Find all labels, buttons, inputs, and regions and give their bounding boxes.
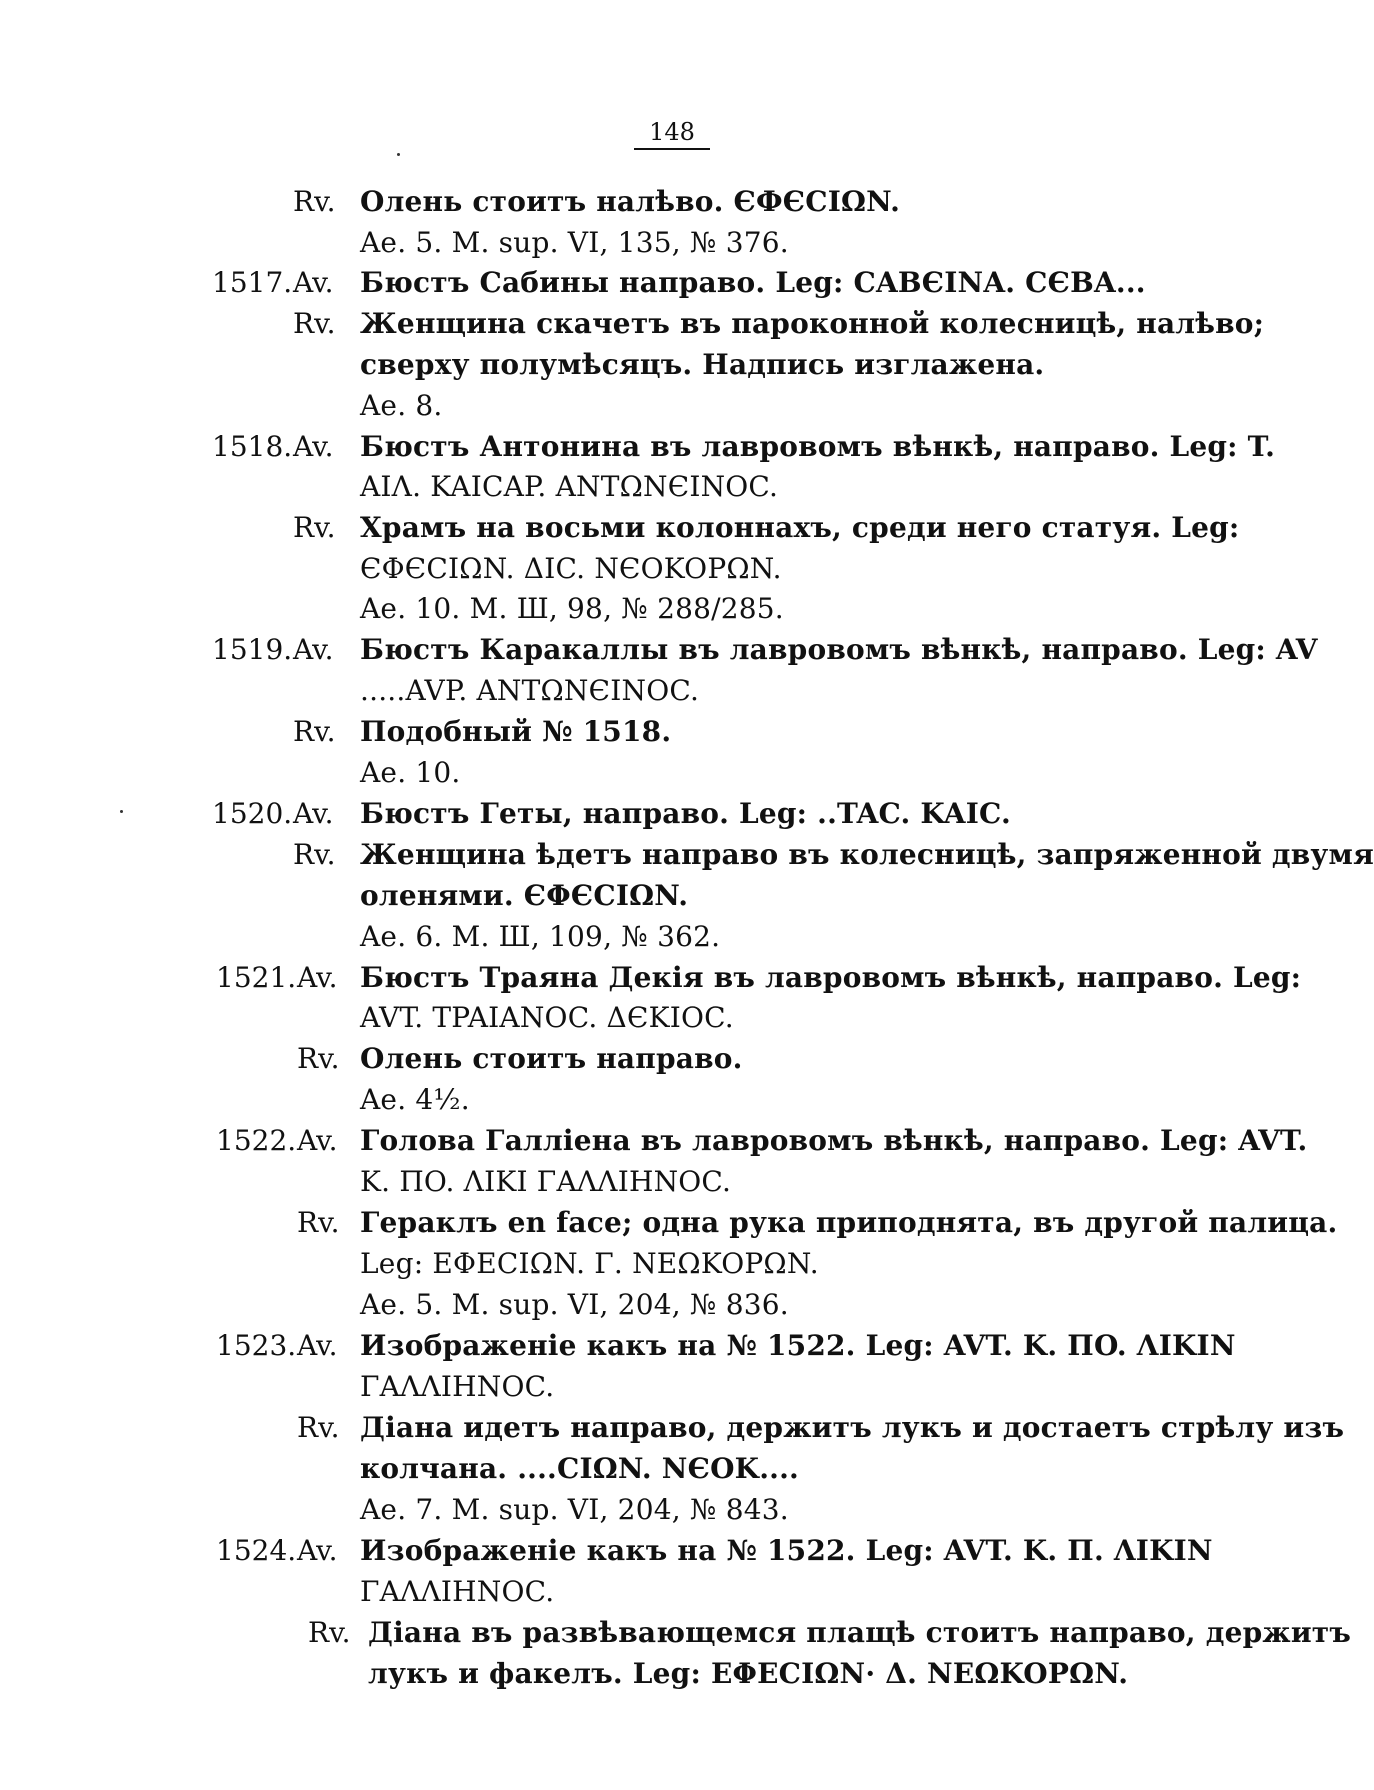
entry-line: Изображеніе какъ на № 1522. Leg: AVT. K. Π. ΛIKIN (360, 1534, 1213, 1567)
entry-line: колчана. ....CIΩN. NЄOK.... (360, 1452, 799, 1485)
side-label-av: Av. (293, 266, 334, 299)
entry-line: Женщина ѣдетъ направо въ колесницѣ, запряженной двумя (360, 838, 1374, 871)
entry-line: сверху полумѣсяцъ. Надпись изглажена. (360, 348, 1045, 381)
entry-line: Бюстъ Антонина въ лавровомъ вѣнкѣ, направо. Leg: T. (360, 430, 1276, 463)
entry-number: 1519. (212, 633, 293, 666)
entry-line: AIΛ. KAICAP. ANTΩNЄINOC. (360, 470, 779, 503)
side-label-rv: Rv. (297, 1206, 340, 1239)
side-label-rv: Rv. (293, 511, 336, 544)
side-label-rv: Rv. (297, 1042, 340, 1075)
side-label-rv: Rv. (293, 185, 336, 218)
entry-line: Ae. 5. M. sup. VI, 204, № 836. (360, 1288, 789, 1321)
entry-line: Ae. 8. (360, 389, 443, 422)
entry-line: Ae. 7. M. sup. VI, 204, № 843. (360, 1493, 789, 1526)
print-speck (397, 153, 400, 156)
entry-line: Ae. 10. (360, 756, 461, 789)
entry-number: 1520. (212, 797, 293, 830)
entry-line: ΓAΛΛIHNOC. (360, 1370, 555, 1403)
entry-line: Ae. 10. M. Ш, 98, № 288/285. (360, 592, 784, 625)
entry-line: Ae. 5. M. sup. VI, 135, № 376. (360, 226, 789, 259)
print-speck (120, 810, 123, 813)
entry-number: 1524. (216, 1534, 297, 1567)
entry-line: Храмъ на восьми колоннахъ, среди него статуя. Leg: (360, 511, 1240, 544)
entry-line: Олень стоитъ налѣво. ЄФЄCIΩN. (360, 185, 901, 218)
entry-line: Бюстъ Геты, направо. Leg: ..TAC. KAIC. (360, 797, 1011, 830)
entry-line: Діана идетъ направо, держитъ лукъ и достаетъ стрѣлу изъ (360, 1411, 1345, 1444)
page-number: 148 (634, 118, 710, 150)
side-label-av: Av. (293, 797, 334, 830)
entry-line: Женщина скачетъ въ пароконной колесницѣ, налѣво; (360, 307, 1265, 340)
entry-number: 1523. (216, 1329, 297, 1362)
entry-number: 1521. (216, 961, 297, 994)
entry-line: ΓAΛΛIHNOC. (360, 1575, 555, 1608)
entry-line: Бюстъ Каракаллы въ лавровомъ вѣнкѣ, направо. Leg: AV (360, 633, 1318, 666)
side-label-av: Av. (293, 430, 334, 463)
side-label-av: Av. (297, 1329, 338, 1362)
entry-line: Олень стоитъ направо. (360, 1042, 743, 1075)
entry-line: ЄΦЄCIΩN. ΔIC. NЄOKOPΩN. (360, 552, 782, 585)
entry-line: Подобный № 1518. (360, 715, 672, 748)
entry-line: .....AVP. ANTΩNЄINOC. (360, 674, 700, 707)
entry-line: K. ΠO. ΛIKI ΓAΛΛIHNOC. (360, 1165, 732, 1198)
side-label-rv: Rv. (293, 715, 336, 748)
entry-number: 1518. (212, 430, 293, 463)
entry-line: Изображеніе какъ на № 1522. Leg: AVT. K. ΠO. ΛIKIN (360, 1329, 1236, 1362)
entry-line: Бюстъ Траяна Декія въ лавровомъ вѣнкѣ, направо. Leg: (360, 961, 1302, 994)
entry-line: Гераклъ en face; одна рука приподнята, въ другой палица. (360, 1206, 1338, 1239)
side-label-rv: Rv. (293, 838, 336, 871)
side-label-av: Av. (297, 1534, 338, 1567)
entry-line: Leg: EΦECIΩN. Γ. NEΩKOPΩN. (360, 1247, 819, 1280)
entry-line: лукъ и факелъ. Leg: EΦECIΩN· Δ. NEΩKOPΩN. (368, 1657, 1129, 1690)
side-label-rv: Rv. (308, 1616, 351, 1649)
side-label-av: Av. (297, 961, 338, 994)
entry-line: Бюстъ Сабины направо. Leg: CABЄINA. CЄBA... (360, 266, 1146, 299)
entry-line: Голова Галліена въ лавровомъ вѣнкѣ, направо. Leg: AVT. (360, 1124, 1308, 1157)
entry-number: 1517. (212, 266, 293, 299)
entry-line: оленями. ЄΦЄCIΩN. (360, 879, 689, 912)
entry-line: Ae. 4½. (360, 1083, 470, 1116)
side-label-rv: Rv. (297, 1411, 340, 1444)
side-label-av: Av. (293, 633, 334, 666)
side-label-av: Av. (297, 1124, 338, 1157)
entry-line: Ae. 6. M. Ш, 109, № 362. (360, 920, 721, 953)
entry-line: Діана въ развѣвающемся плащѣ стоитъ направо, держитъ (368, 1616, 1352, 1649)
entry-number: 1522. (216, 1124, 297, 1157)
entry-line: AVT. TPAIANOC. ΔЄKIOC. (360, 1001, 734, 1034)
side-label-rv: Rv. (293, 307, 336, 340)
